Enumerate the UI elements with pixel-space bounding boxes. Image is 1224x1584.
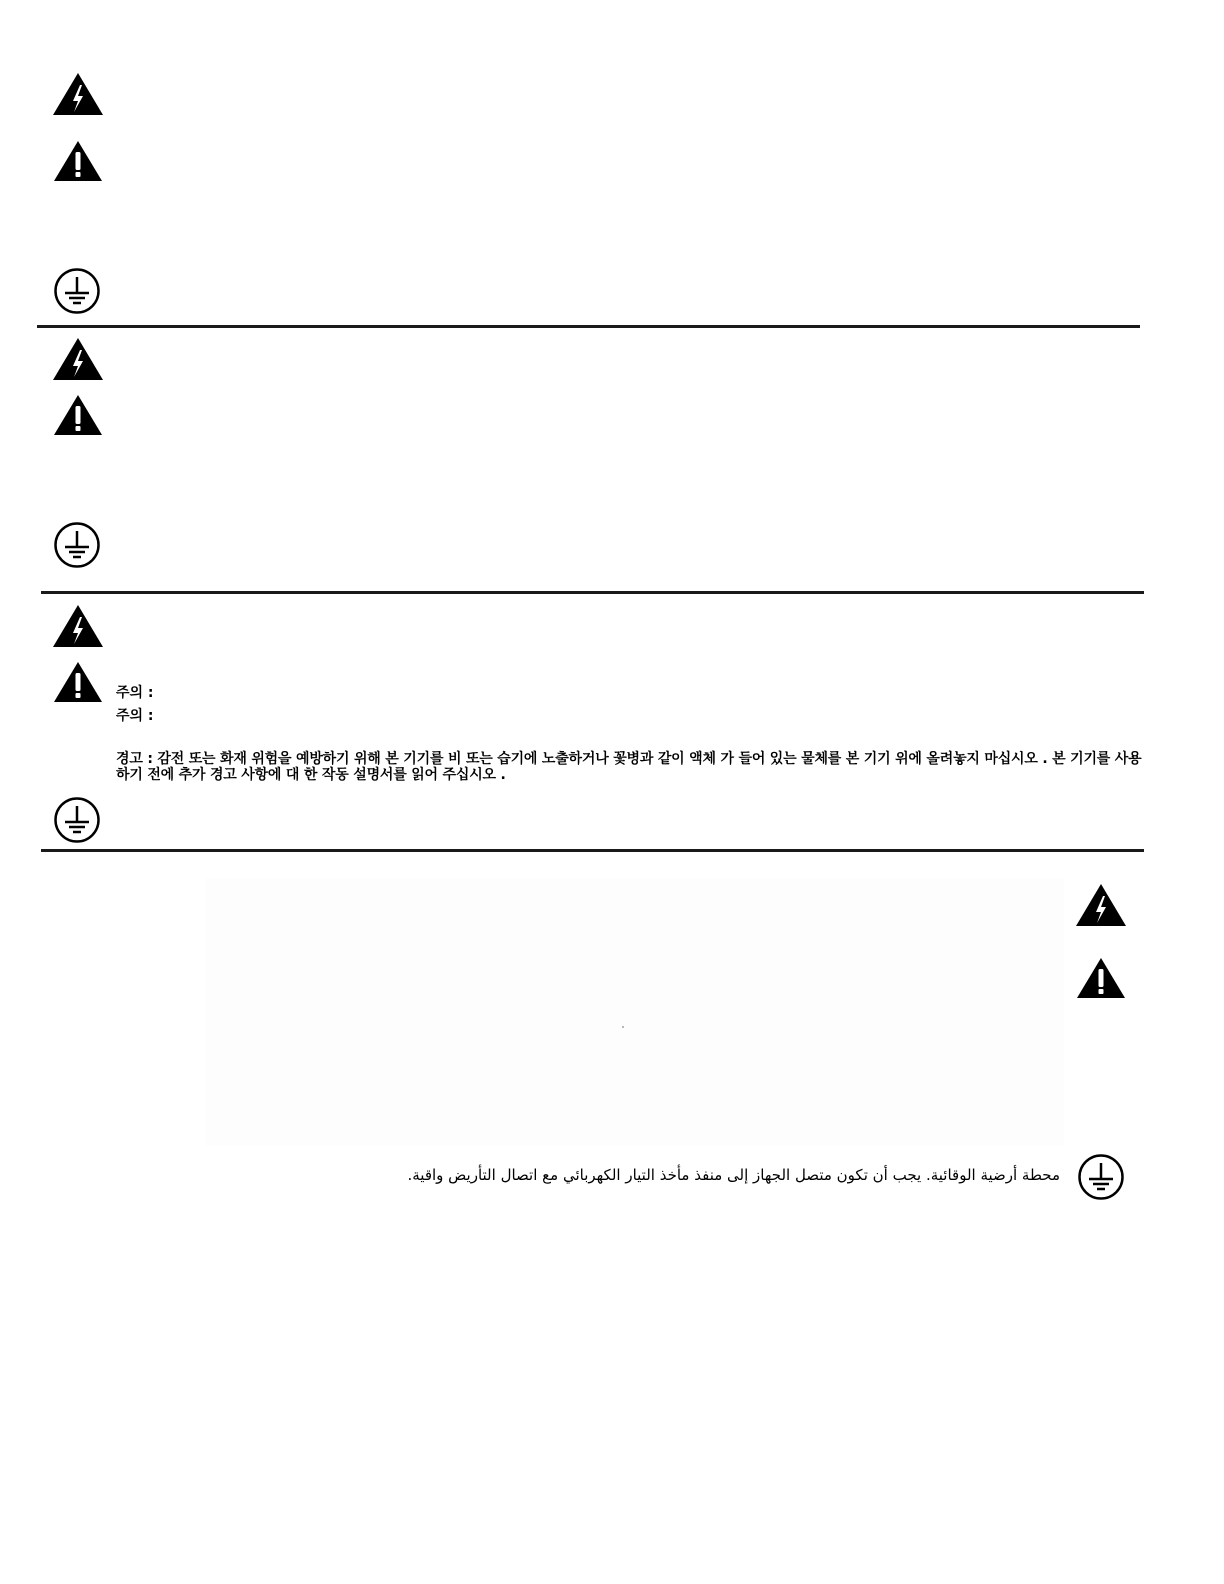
arabic-ground-note: محطة أرضية الوقائية. يجب أن تكون متصل الجهاز إلى منفذ مأخذ التيار الكهربائي مع اتصال التأريض واقية. (407, 1166, 1060, 1184)
blank-text-area (206, 878, 1064, 1146)
protective-earth-icon (53, 521, 101, 569)
section-divider (41, 591, 1144, 594)
caution-exclamation-icon (53, 661, 103, 703)
electrical-hazard-icon (1075, 883, 1127, 927)
caution-exclamation-icon (1076, 957, 1126, 999)
protective-earth-icon (1077, 1153, 1125, 1201)
stray-mark (622, 1026, 624, 1028)
protective-earth-icon (53, 796, 101, 844)
protective-earth-icon (53, 267, 101, 315)
electrical-hazard-icon (52, 72, 104, 116)
electrical-hazard-icon (52, 604, 104, 648)
electrical-hazard-icon (52, 337, 104, 381)
section-divider (37, 325, 1140, 328)
caution-exclamation-icon (53, 394, 103, 436)
korean-caution-label: 주의 : (116, 685, 154, 701)
caution-exclamation-icon (53, 140, 103, 182)
section-divider (41, 849, 1144, 852)
korean-warning-text: 경고 : 감전 또는 화재 위험을 예방하기 위해 본 기기를 비 또는 습기에 노출하거나 꽃병과 같이 액체 가 들어 있는 물체를 본 기기 위에 올려놓지 마십시오 . 본 기기를 사용하기 전에 추가 경고 사항에 대 한 작동 설명서를 읽어 주십시오 . (116, 751, 1142, 783)
korean-caution-label: 주의 : (116, 708, 154, 724)
